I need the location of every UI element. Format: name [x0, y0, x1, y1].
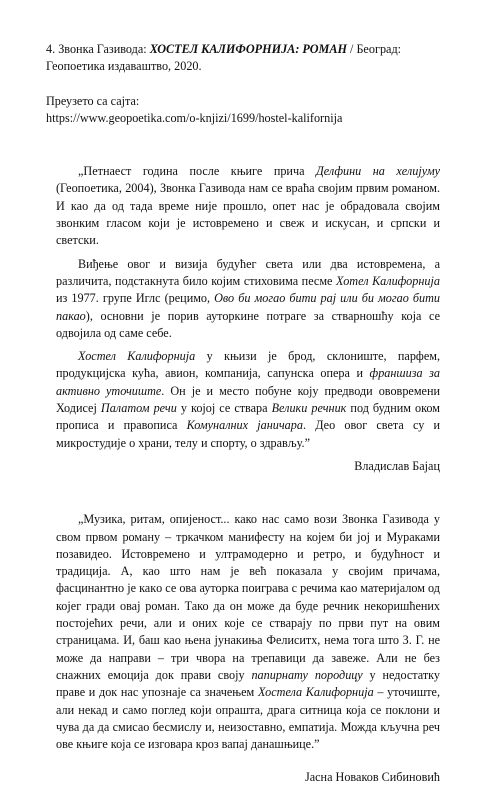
italic-run: Хостел Калифорнија	[78, 349, 196, 364]
reference-separator: /	[350, 42, 354, 56]
text-run: „Петнаест година после књиге прича	[78, 164, 317, 179]
text-run: . Он је и место побуне коју предводи ововремени Ходисеј	[56, 383, 440, 416]
text-run: (Геопоетика, 2004), Звонка Газивода нам се враћа својим првим романом. И као да од тада време није прошло, опет нас је обрадовала својим звонким гласом који је истовремено и свеж и искусан, и српски и светски.	[56, 181, 440, 248]
review2-paragraph	[56, 511, 440, 753]
source-label: Преузето са сајта:	[46, 93, 140, 108]
text-run: у књизи је брод, склониште, парфем, продукцијска кућа, авион, компанија, сапунска опера и	[56, 349, 441, 381]
text-run: под будним оком прописа и правописа	[56, 401, 440, 433]
reference-number: 4.	[46, 42, 56, 56]
source-url[interactable]: https://www.geopoetika.com/o-knjizi/1699/hostel-kalifornija	[46, 110, 343, 125]
italic-run: Хотел Калифорнија	[336, 273, 440, 288]
italic-run: папирнату породицу	[251, 667, 363, 682]
italic-run: Ово би могао бити рај или би могао бити пакао	[56, 291, 440, 323]
italic-run: Хостела Калифорнија	[257, 685, 374, 700]
text-run: из 1977. групе Иглс (рецимо,	[56, 291, 215, 306]
review1-paragraph-2	[56, 256, 440, 342]
text-run: у недостатку праве и док нас упознаје са значењем	[56, 667, 440, 700]
book-reference	[46, 41, 444, 76]
italic-run: Делфини на хелијуму	[316, 164, 441, 179]
review1-signature: Владислав Бајац	[354, 458, 440, 473]
text-run: – уточиште, али некад и само поглед који опрашта, драга ситница која се поклони и чува да да смисао бесмислу и, неизоставно, емпатија. Можда кључна реч ове књиге која се изговара кроз вапај данашњице.”	[56, 685, 441, 752]
review2-signature: Јасна Новаков Сибиновић	[305, 770, 440, 785]
italic-run: Палатом речи	[100, 401, 177, 416]
review1-paragraph-3	[56, 348, 440, 452]
text-run: ), основни је порив ауторкине потраге за стварношћу која се одвојила од саме себе.	[56, 308, 440, 340]
text-run: „Музика, ритам, опијеност... како нас само вози Звонка Газивода у свом првом роману – тркачком манифесту на којем би јој и Мураками позавидео. Истовремено и ултрамодерно и ретро, и будућност и традиција. А, као што нам је већ показала у својим причама, фасцинантно је какo се ова ауторка поиграва с речима као материјалом од којег гради овај роман. Тако да он може да буде речник некоришћених постојећих речи, али и оних које се стварају по први пут на овим страницама. И, баш као њена јунакиња Фелиситх, нема тога што З. Г. не може да направи – три чвора на трепавици да завеже. Али не без снажних емоција док прави своју	[56, 512, 440, 682]
reference-publisher: Београд: Геопоетика издаваштво, 2020.	[46, 42, 402, 74]
reference-author: Звонка Газивода:	[58, 42, 147, 56]
text-run: Виђење овог и визија будућег света или два истовремена, а различита, подстакнута било којим стиховима песме	[56, 256, 440, 288]
reference-title: ХОСТЕЛ КАЛИФОРНИЈА: РОМАН	[149, 42, 347, 56]
italic-run: франшиза за активно уточиште	[56, 366, 440, 398]
italic-run: Комуналних јаничара	[186, 418, 303, 433]
text-run: . Део овог света су и микростудије о храни, телу и спорту, о здрављу.”	[56, 418, 441, 450]
text-run: у којој се ствара	[176, 401, 272, 416]
italic-run: Велики речник	[271, 401, 347, 416]
review1-paragraph-1	[56, 163, 440, 249]
